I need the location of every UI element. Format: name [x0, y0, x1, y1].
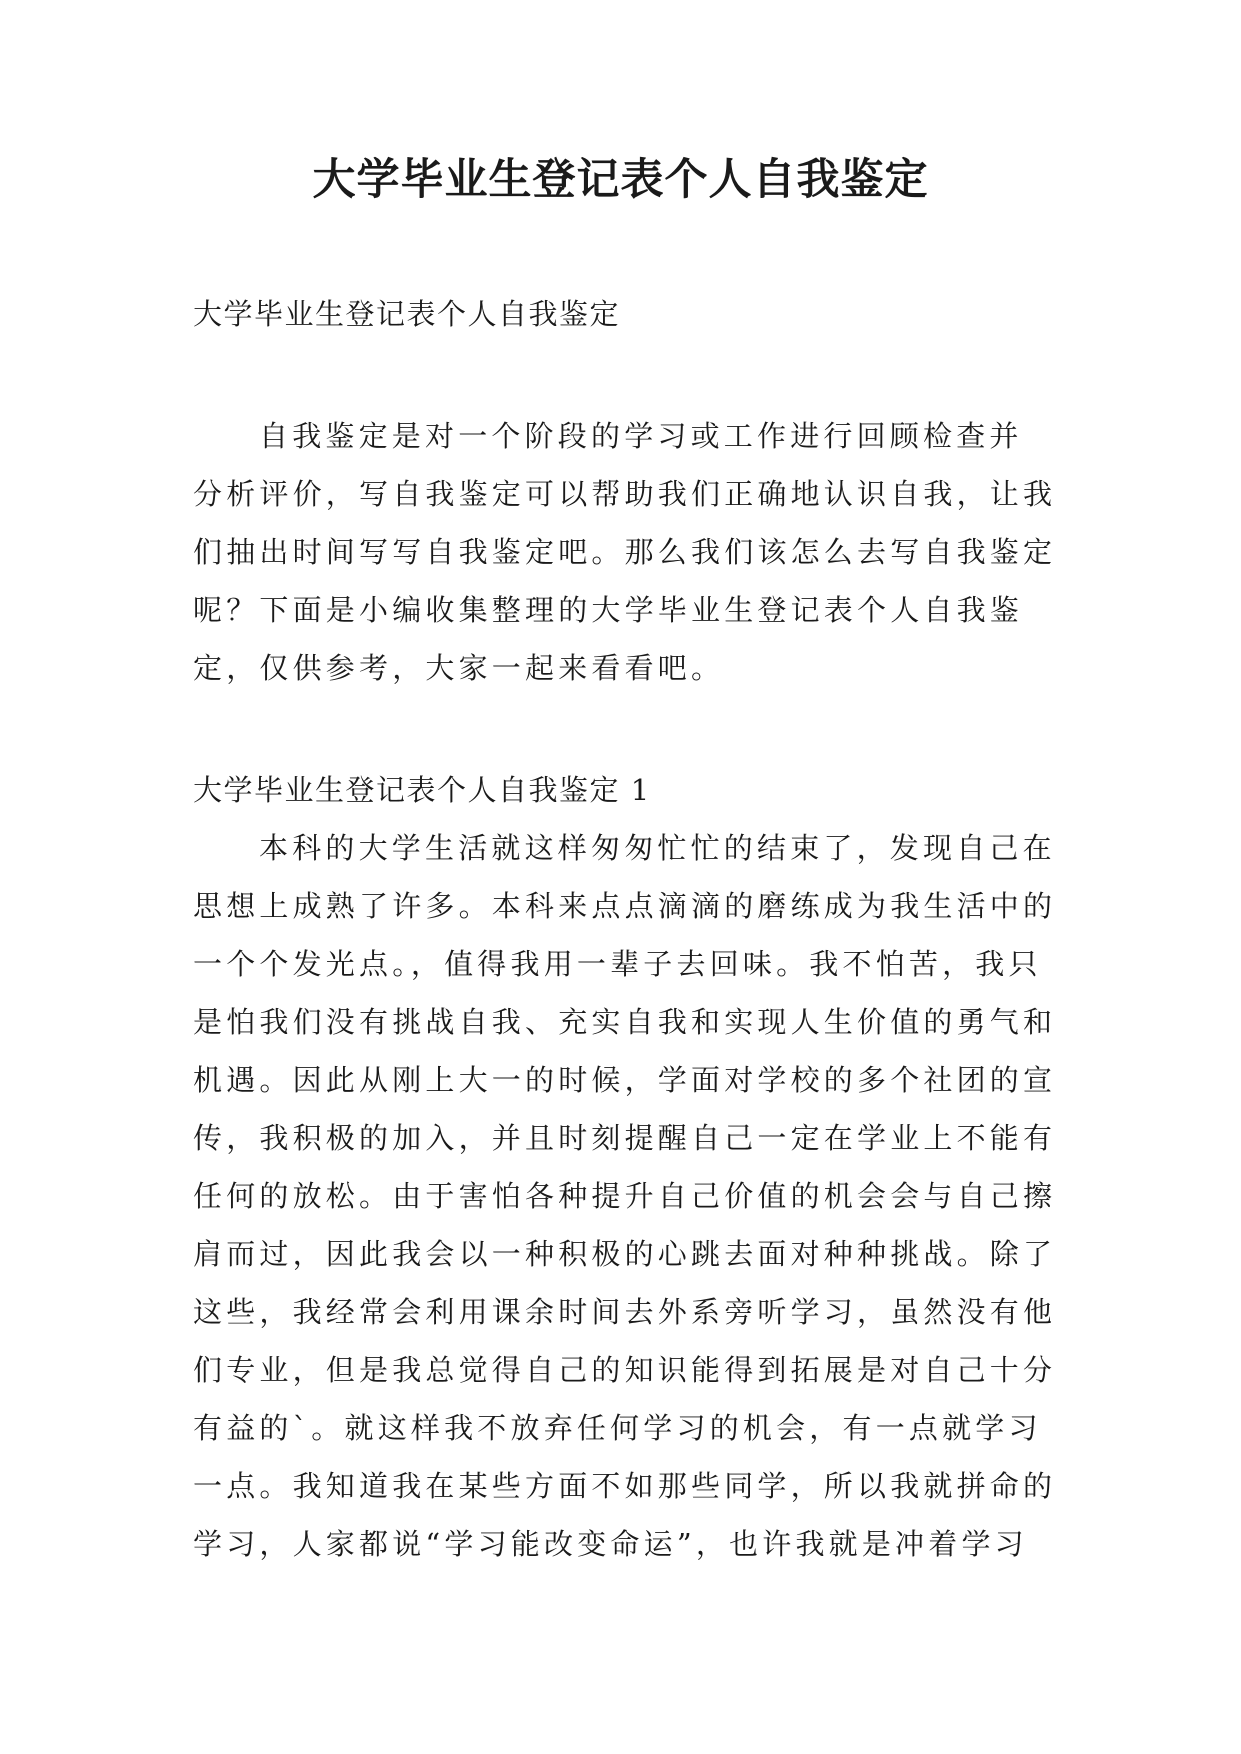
body-line: 本科的大学生活就这样匆匆忙忙的结束了，发现自己在	[259, 831, 1056, 865]
body-line: 思想上成熟了许多。本科来点点滴滴的磨练成为我生活中的	[193, 889, 1057, 923]
body-line: 肩而过，因此我会以一种积极的心跳去面对种种挑战。除了	[193, 1237, 1057, 1271]
document-body	[193, 285, 1057, 1573]
intro-paragraph	[193, 407, 1057, 697]
intro-line: 定，仅供参考，大家一起来看看吧。	[193, 651, 725, 685]
body-line: 这些，我经常会利用课余时间去外系旁听学习，虽然没有他	[193, 1295, 1057, 1329]
body-line: 机遇。因此从刚上大一的时候，学面对学校的多个社团的宣	[193, 1063, 1057, 1097]
body-line: 一点。我知道我在某些方面不如那些同学，所以我就拼命的	[193, 1469, 1057, 1503]
intro-line: 自我鉴定是对一个阶段的学习或工作进行回顾检查并	[259, 419, 1023, 453]
document-subtitle: 大学毕业生登记表个人自我鉴定	[193, 297, 621, 331]
body-line: 任何的放松。由于害怕各种提升自己价值的机会会与自己擦	[193, 1179, 1057, 1213]
document-title: 大学毕业生登记表个人自我鉴定	[312, 155, 929, 205]
intro-line: 们抽出时间写写自我鉴定吧。那么我们该怎么去写自我鉴定	[193, 535, 1057, 569]
section-heading: 大学毕业生登记表个人自我鉴定 1	[193, 773, 651, 807]
body-paragraph	[193, 819, 1057, 1573]
body-line: 们专业，但是我总觉得自己的知识能得到拓展是对自己十分	[193, 1353, 1057, 1387]
intro-line: 分析评价，写自我鉴定可以帮助我们正确地认识自我，让我	[193, 477, 1057, 511]
body-line: 传，我积极的加入，并且时刻提醒自己一定在学业上不能有	[193, 1121, 1057, 1155]
body-line: 学习，人家都说“学习能改变命运”，也许我就是冲着学习	[193, 1527, 1028, 1561]
body-line: 是怕我们没有挑战自我、充实自我和实现人生价值的勇气和	[193, 1005, 1057, 1039]
body-line: 一个个发光点。，值得我用一辈子去回味。我不怕苦，我只	[193, 947, 1042, 981]
intro-line: 呢？下面是小编收集整理的大学毕业生登记表个人自我鉴	[193, 593, 1024, 627]
body-line: 有益的`。就这样我不放弃任何学习的机会，有一点就学习	[193, 1411, 1042, 1445]
